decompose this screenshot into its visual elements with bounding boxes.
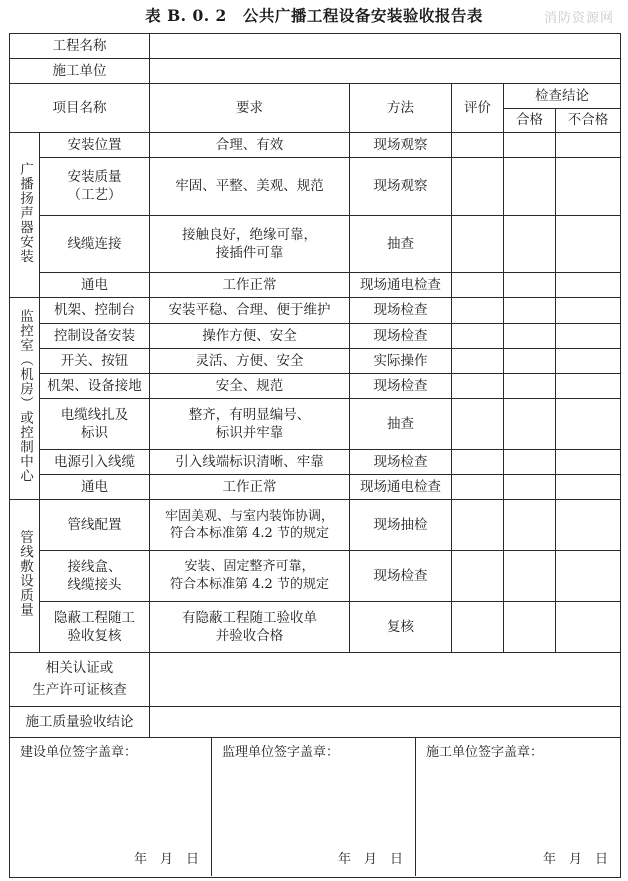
evaluation-cell[interactable] [452, 132, 504, 157]
pass-cell[interactable] [504, 348, 556, 373]
build-unit-signature[interactable] [10, 738, 212, 876]
requirement-cell: 安装、固定整齐可靠， 符合本标准第 4.2 节的规定 [150, 550, 350, 601]
fail-cell[interactable] [556, 158, 621, 216]
evaluation-cell[interactable] [452, 399, 504, 449]
signature-row [10, 737, 621, 877]
requirement-cell: 接触良好，绝缘可靠， 接插件可靠 [150, 215, 350, 273]
item-cell: 安装位置 [40, 132, 150, 157]
item-cell: 电缆线扎及 标识 [40, 399, 150, 449]
item-cell: 通电 [40, 475, 150, 500]
item-cell: 线缆连接 [40, 215, 150, 273]
group-name-speaker: 广播扬声器安装 [16, 161, 33, 264]
pass-cell[interactable] [504, 374, 556, 399]
pass-cell[interactable] [504, 215, 556, 273]
evaluation-cell[interactable] [452, 215, 504, 273]
fail-cell[interactable] [556, 550, 621, 601]
requirement-cell: 整齐，有明显编号、 标识并牢靠 [150, 399, 350, 449]
signature-block [10, 738, 620, 876]
group-label [10, 500, 40, 652]
quality-conclusion-label: 施工质量验收结论 [10, 707, 150, 737]
pass-cell[interactable] [504, 475, 556, 500]
group-label [10, 132, 40, 298]
requirement-header: 要求 [150, 84, 350, 132]
build-unit-date: 年 月 日 [133, 851, 199, 867]
method-cell: 现场通电检查 [350, 475, 452, 500]
form-title: 表 B. 0. 2 公共广播工程设备安装验收报告表 [145, 6, 483, 25]
fail-cell[interactable] [556, 500, 621, 550]
item-cell: 开关、按钮 [40, 348, 150, 373]
supervision-unit-signature[interactable] [212, 738, 416, 876]
evaluation-cell[interactable] [452, 374, 504, 399]
requirement-cell: 安全、规范 [150, 374, 350, 399]
requirement-cell: 牢固、平整、美观、规范 [150, 158, 350, 216]
fail-cell[interactable] [556, 374, 621, 399]
method-cell: 现场观察 [350, 158, 452, 216]
method-cell: 现场通电检查 [350, 273, 452, 298]
evaluation-cell[interactable] [452, 298, 504, 323]
requirement-cell: 合理、有效 [150, 132, 350, 157]
pass-cell[interactable] [504, 602, 556, 652]
fail-cell[interactable] [556, 348, 621, 373]
evaluation-cell[interactable] [452, 323, 504, 348]
evaluation-cell[interactable] [452, 449, 504, 474]
pass-cell[interactable] [504, 323, 556, 348]
check-conclusion-header: 检查结论 [504, 84, 621, 108]
build-unit-signature-label: 建设单位签字盖章： [20, 745, 138, 761]
item-cell: 管线配置 [40, 500, 150, 550]
pass-header: 合格 [504, 108, 556, 132]
method-cell: 复核 [350, 602, 452, 652]
pass-cell[interactable] [504, 449, 556, 474]
fail-cell[interactable] [556, 475, 621, 500]
group-name-control-room: 监控室（机房）或控制中心 [16, 309, 33, 484]
requirement-cell: 牢固美观、与室内装饰协调， 符合本标准第 4.2 节的规定 [150, 500, 350, 550]
fail-cell[interactable] [556, 449, 621, 474]
requirement-cell: 灵活、方便、安全 [150, 348, 350, 373]
method-cell: 现场检查 [350, 449, 452, 474]
evaluation-cell[interactable] [452, 500, 504, 550]
item-cell: 通电 [40, 273, 150, 298]
requirement-cell: 有隐蔽工程随工验收单 并验收合格 [150, 602, 350, 652]
project-name-value[interactable] [150, 34, 621, 59]
fail-cell[interactable] [556, 215, 621, 273]
requirement-cell: 安装平稳、合理、便于维护 [150, 298, 350, 323]
group-label [10, 298, 40, 500]
supervision-unit-date: 年 月 日 [337, 851, 403, 867]
construction-unit-value[interactable] [150, 59, 621, 84]
evaluation-cell[interactable] [452, 348, 504, 373]
quality-conclusion-value[interactable] [150, 707, 621, 737]
evaluation-header: 评价 [452, 84, 504, 132]
requirement-cell: 操作方便、安全 [150, 323, 350, 348]
project-name-label: 工程名称 [10, 34, 150, 59]
pass-cell[interactable] [504, 500, 556, 550]
method-cell: 现场检查 [350, 298, 452, 323]
construction-unit-date: 年 月 日 [543, 851, 609, 867]
evaluation-cell[interactable] [452, 475, 504, 500]
requirement-cell: 引入线端标识清晰、牢靠 [150, 449, 350, 474]
item-cell: 控制设备安装 [40, 323, 150, 348]
watermark: 消防资源网 [543, 11, 614, 26]
fail-cell[interactable] [556, 298, 621, 323]
construction-unit-label: 施工单位 [10, 59, 150, 84]
pass-cell[interactable] [504, 273, 556, 298]
requirement-cell: 工作正常 [150, 475, 350, 500]
pass-cell[interactable] [504, 158, 556, 216]
pass-cell[interactable] [504, 132, 556, 157]
evaluation-cell[interactable] [452, 550, 504, 601]
method-cell: 实际操作 [350, 348, 452, 373]
method-cell: 抽查 [350, 399, 452, 449]
method-cell: 现场检查 [350, 374, 452, 399]
requirement-cell: 工作正常 [150, 273, 350, 298]
supervision-unit-signature-label: 监理单位签字盖章： [222, 745, 340, 761]
method-cell: 现场抽检 [350, 500, 452, 550]
item-name-header: 项目名称 [10, 84, 150, 132]
fail-cell[interactable] [556, 132, 621, 157]
evaluation-cell[interactable] [452, 158, 504, 216]
method-cell: 现场观察 [350, 132, 452, 157]
method-cell: 现场检查 [350, 323, 452, 348]
item-cell: 机架、设备接地 [40, 374, 150, 399]
item-cell: 接线盒、 线缆接头 [40, 550, 150, 601]
fail-header: 不合格 [556, 108, 621, 132]
method-header: 方法 [350, 84, 452, 132]
method-cell: 现场检查 [350, 550, 452, 601]
construction-unit-signature[interactable] [416, 738, 620, 876]
item-cell: 电源引入线缆 [40, 449, 150, 474]
fail-cell[interactable] [556, 399, 621, 449]
fail-cell[interactable] [556, 602, 621, 652]
construction-unit-signature-label: 施工单位签字盖章： [426, 745, 544, 761]
item-cell: 安装质量 （工艺） [40, 158, 150, 216]
item-cell: 机架、控制台 [40, 298, 150, 323]
fail-cell[interactable] [556, 323, 621, 348]
method-cell: 抽查 [350, 215, 452, 273]
acceptance-form-table [9, 33, 621, 878]
pass-cell[interactable] [504, 298, 556, 323]
evaluation-cell[interactable] [452, 602, 504, 652]
certification-label: 相关认证或 生产许可证核查 [10, 652, 150, 707]
pass-cell[interactable] [504, 399, 556, 449]
evaluation-cell[interactable] [452, 273, 504, 298]
pass-cell[interactable] [504, 550, 556, 601]
fail-cell[interactable] [556, 273, 621, 298]
item-cell: 隐蔽工程随工 验收复核 [40, 602, 150, 652]
group-name-pipeline: 管线敷设质量 [16, 529, 33, 617]
certification-value[interactable] [150, 652, 621, 707]
